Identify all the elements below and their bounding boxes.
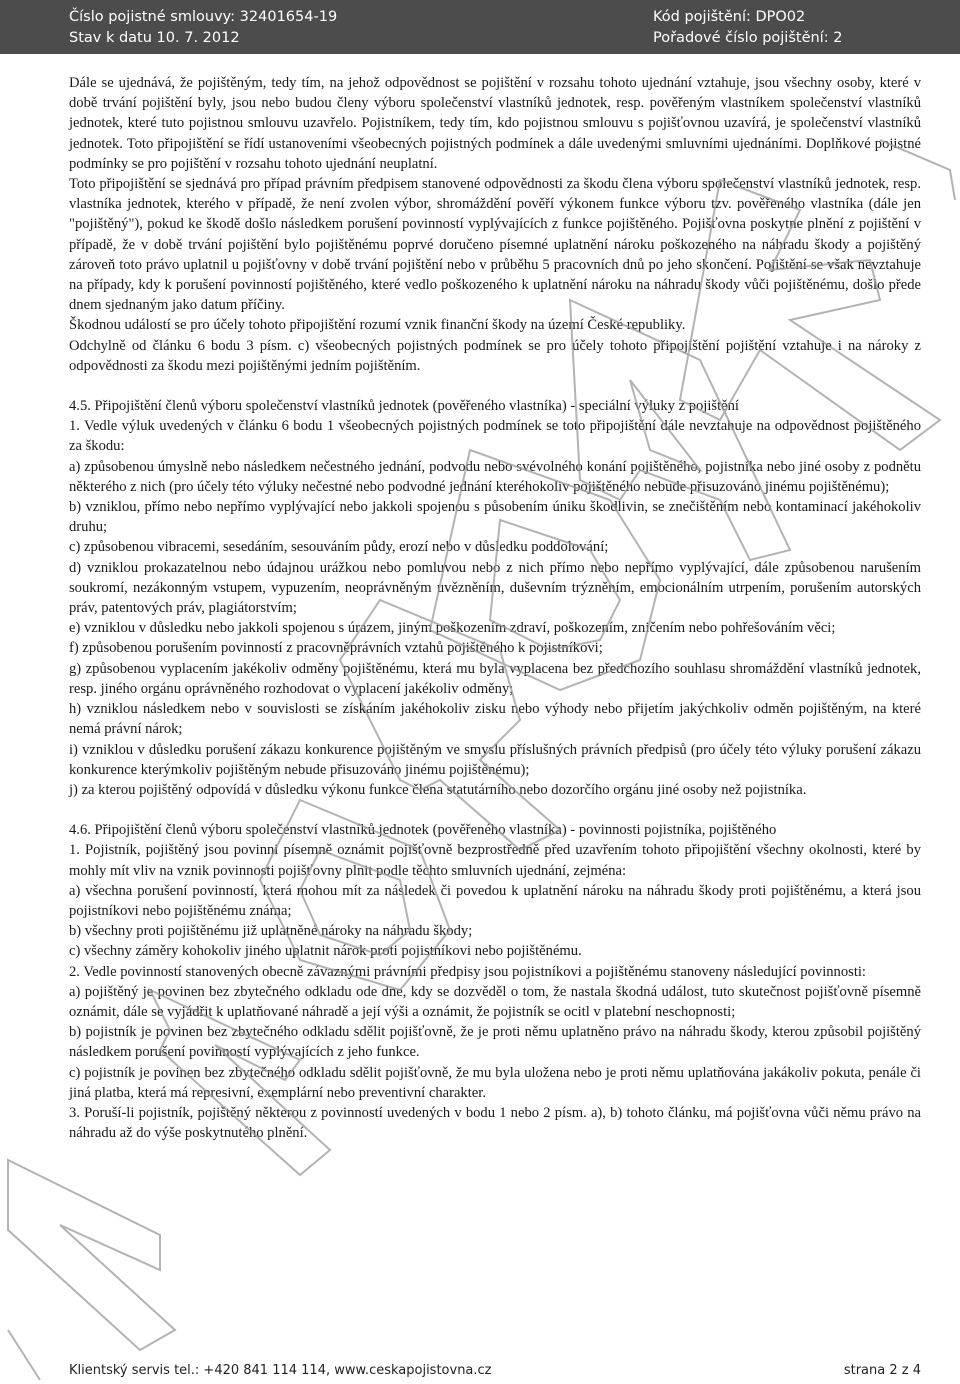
section-heading-4-5 xyxy=(69,396,921,416)
intro-paragraph: Škodnou událostí se pro účely tohoto připojištění rozumí vznik finanční škody na území České republiky. xyxy=(69,317,686,334)
section-number: 4.5. xyxy=(69,398,91,415)
section-paragraph: c) způsobenou vibracemi, sesedáním, sesouváním půdy, erozí nebo v důsledku poddolování; xyxy=(69,539,609,556)
state-date: Stav k datu 10. 7. 2012 xyxy=(69,30,240,46)
section-paragraph: b) všechny proti pojištěnému již uplatněné nároky na náhradu škody; xyxy=(69,923,473,940)
page-number: strana 2 z 4 xyxy=(843,1363,921,1378)
client-service: Klientský servis tel.: +420 841 114 114, www.ceskapojistovna.cz xyxy=(69,1363,492,1378)
section-title: Připojištění členů výboru společenství vlastníků jednotek (pověřeného vlastníka) - speciální výluky z pojištění xyxy=(94,398,739,415)
section-paragraph: 1. Pojistník, pojištěný jsou povinni písemně oznámit pojišťovně bezprostředně před uzavřením tohoto připojištění všechny okolnosti, které by mohly mít vliv na vznik povinnosti pojišťovny plnit podle těchto smluvních ujednání, zejména: xyxy=(69,842,921,879)
section-paragraph: a) všechna porušení povinností, která mohou mít za následek či povedou k uplatnění nároku na náhradu škody proti pojištěnému, a která jsou pojistníkovi nebo pojištěnému známa; xyxy=(69,882,921,919)
section-paragraph: b) vzniklou, přímo nebo nepřímo vyplývající nebo jakkoli spojenou s působením úniku škodlivin, se znečištěním nebo kontaminací jakéhokoliv druhu; xyxy=(69,499,921,536)
intro-paragraph: Odchylně od článku 6 bodu 3 písm. c) všeobecných pojistných podmínek se pro účely tohoto připojištění pojištění vztahuje i na nároky z odpovědnosti za škodu mezi pojištěnými jedním pojištěním. xyxy=(69,337,921,374)
spacer xyxy=(69,376,921,396)
section-paragraph: d) vzniklou prokazatelnou nebo údajnou urážkou nebo pomluvou nebo z nich přímo nebo nepřímo vyplývající, dále způsobenou narušením soukromí, nezákonným vstupem, vypuzením, neoprávněným uvězněním, duševním trýzněním, emocionálním utrpením, porušením autorských práv, patentových práv, plagiátorstvím; xyxy=(69,559,921,617)
document-body xyxy=(69,73,921,1143)
section-paragraph: c) všechny záměry kohokoliv jiného uplatnit nárok proti pojistníkovi nebo pojištěnému. xyxy=(69,943,582,960)
intro-paragraph: Dále se ujednává, že pojištěným, tedy tím, na jehož odpovědnost se pojištění v rozsahu tohoto ujednání vztahuje, jsou všechny osoby, které v době trvání pojištění byly, jsou nebo budou členy výboru společenství vlastníků jednotek, resp. pověřeným vlastníkem společenství vlastníků jednotek, které tuto pojistnou smlouvu uzavřelo. Pojistníkem, tedy tím, kdo pojistnou smlouvu s pojišťovnou uzavírá, je společenství vlastníků jednotek. Toto připojištění se řídí ustanoveními všeobecných pojistných podmínek a dále uvedenými smluvními ujednáními. Doplňkové pojistné podmínky se pro pojištění v rozsahu tohoto ujednání neuplatní. xyxy=(69,75,921,172)
policy-number: Číslo pojistné smlouvy: 32401654-19 xyxy=(69,9,338,25)
section-paragraph: j) za kterou pojištěný odpovídá v důsledku výkonu funkce člena statutárního nebo dozorčího orgánu jiné osoby než pojistníka. xyxy=(69,781,807,798)
insurance-code: Kód pojištění: DPO02 xyxy=(653,9,806,25)
watermark-stroke xyxy=(8,1160,175,1350)
section-paragraph: a) pojištěný je povinen bez zbytečného odkladu ode dne, kdy se dozvěděl o tom, že nastala škodná událost, tuto skutečnost pojišťovně písemně oznámit, dále se vyjádřit k uplatňované náhradě a její výši a oznámit, že pojistník se ocitl v platební neschopnosti; xyxy=(69,983,921,1020)
section-paragraph: h) vzniklou následkem nebo v souvislosti se získáním jakéhokoliv zisku nebo výhody nebo přijetím jakýchkoliv odměn pojištěným, na které nemá právní nárok; xyxy=(69,701,921,738)
section-heading-4-6 xyxy=(69,820,921,840)
spacer xyxy=(69,800,921,820)
section-number: 4.6. xyxy=(69,822,91,839)
section-paragraph: f) způsobenou porušením povinností z pracovněprávních vztahů pojištěného k pojistníkovi; xyxy=(69,640,603,657)
section-paragraph: b) pojistník je povinen bez zbytečného odkladu sdělit pojišťovně, že je proti němu uplatněno právo na náhradu škody, kterou způsobil pojištěný následkem porušení povinností vyplývajících z jeho funkce. xyxy=(69,1024,921,1061)
section-paragraph: 2. Vedle povinností stanovených obecně závaznými právními předpisy jsou pojistníkovi a pojištěnému stanoveny následující povinnosti: xyxy=(69,963,866,980)
section-paragraph: 1. Vedle výluk uvedených v článku 6 bodu 1 všeobecných pojistných podmínek se toto připojištění dále nevztahuje na odpovědnost pojištěného za škodu: xyxy=(69,418,921,455)
insurance-order: Pořadové číslo pojištění: 2 xyxy=(653,30,843,46)
section-paragraph: 3. Poruší-li pojistník, pojištěný některou z povinností uvedených v bodu 1 nebo 2 písm. a), b) tohoto článku, má pojišťovna vůči němu právo na náhradu až do výše poskytnutého plnění. xyxy=(69,1104,921,1142)
watermark-stroke xyxy=(8,1330,40,1380)
section-paragraph: i) vzniklou v důsledku porušení zákazu konkurence pojištěným ve smyslu příslušných právních předpisů (pro účely této výluky porušení zákazu konkurence kterýmkoliv pojištěným nebude přisuzováno jinému pojištěnému); xyxy=(69,741,921,778)
page-header xyxy=(0,0,960,54)
section-paragraph: c) pojistník je povinen bez zbytečného odkladu sdělit pojišťovně, že mu byla uložena nebo je proti němu uplatňována jakákoliv pokuta, penále či jiná platba, která má represivní, exemplární nebo preventivní charakter. xyxy=(69,1064,921,1101)
section-paragraph: e) vzniklou v důsledku nebo jakkoli spojenou s úrazem, jiným poškozením zdraví, poškozením, zničením nebo pohřešováním věci; xyxy=(69,620,836,637)
section-title: Připojištění členů výboru společenství vlastníků jednotek (pověřeného vlastníka) - povinnosti pojistníka, pojištěného xyxy=(94,822,777,839)
intro-paragraph: Toto připojištění se sjednává pro případ právním předpisem stanovené odpovědnosti za škodu člena výboru společenství vlastníků jednotek, resp. vlastníka jednotek, kterého v případě, že není zvolen výbor, shromáždění pověří výkonem funkce výboru tzv. pověřeného vlastníka (dále jen "pojištěný"), pokud ke škodě došlo následkem porušení povinností vyplývajících z funkce pojištěného. Pojišťovna poskytne plnění z pojištění v případě, že v době trvání pojištění bylo pojištěnému poprvé doručeno písemné uplatnění nároku poškozeného na náhradu škody a pojištěný zároveň toto právo uplatnil u pojišťovny v době trvání pojištění nebo v průběhu 5 pracovních dnů po jeho skončení. Pojištění se však nevztahuje na případy, kdy k porušení povinností pojištěného, které vedlo poškozeného k uplatnění nároku na náhradu škody vůči pojištěnému, došlo přede dnem sjednaným jako datum příčiny. xyxy=(69,176,921,314)
section-paragraph: a) způsobenou úmyslně nebo následkem nečestného jednání, podvodu nebo svévolného konání pojištěného, pojistníka nebo jiné osoby z podnětu některého z nich (pro účely této výluky nečestné nebo podvodné jednání kteréhokoliv pojištěného nebude přisuzováno jinému pojištěnému); xyxy=(69,458,921,495)
section-paragraph: g) způsobenou vyplacením jakékoliv odměny pojištěnému, která mu byla vyplacena bez předchozího souhlasu shromáždění vlastníků jednotek, resp. jiného orgánu oprávněného rozhodovat o vyplacení jakékoliv odměny; xyxy=(69,660,921,697)
